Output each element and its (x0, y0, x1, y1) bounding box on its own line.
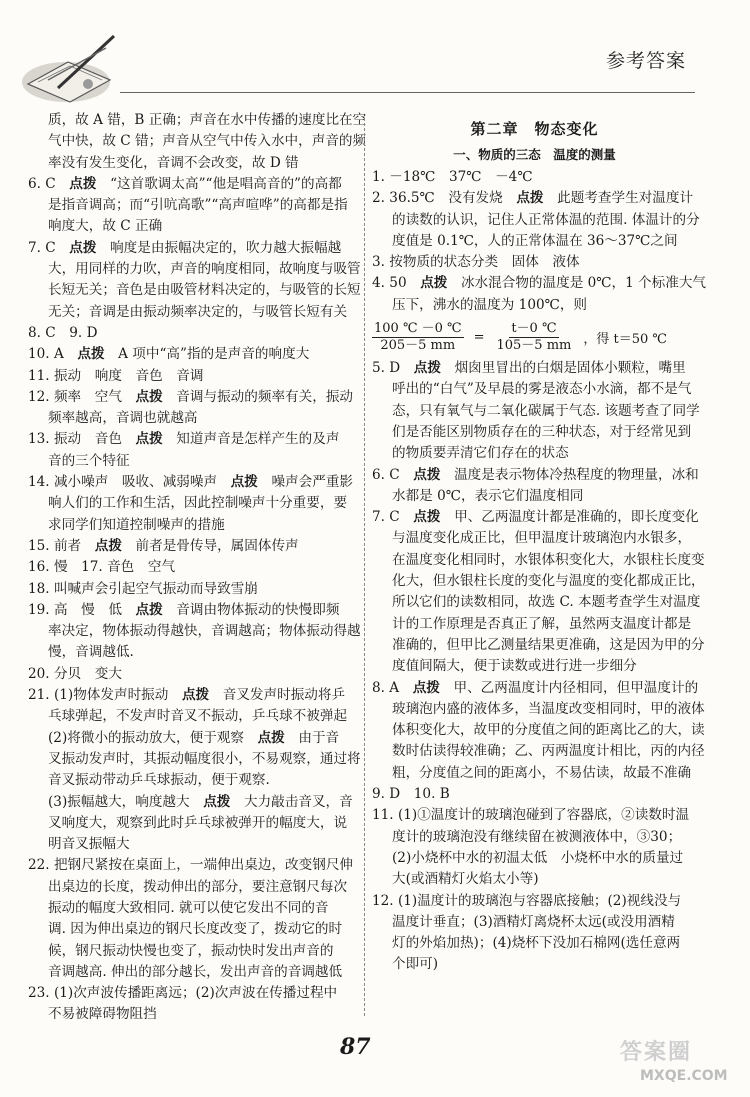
answer-line: 不易被障碍物阻挡 (48, 1006, 157, 1023)
answer-line: 玻璃泡内盛的液体多，当温度改变相同时，甲的液体 (392, 700, 705, 717)
answer-line: 6. C 点拨 “这首歌调太高”“他是唱高音的”的高都 (28, 175, 342, 192)
answer-line: 16. 慢 17. 音色 空气 (28, 559, 176, 576)
answer-line: 叉响度大，观察到此时乒乓球被弹开的幅度大，说 (48, 814, 348, 831)
answer-line: 温度计垂直；(3)酒精灯离烧杯太远(或没用酒精 (392, 913, 675, 930)
answer-line: 的读数的认识，记住人正常体温的范围. 体温计的分 (392, 211, 700, 228)
answer-line: 音的三个特征 (48, 452, 130, 469)
answer-line: 响人们的工作和生活，因此控制噪声十分重要，要 (48, 495, 348, 512)
fraction-left (372, 321, 464, 354)
answer-line: 灯的外焰加热)；(4)烧杯下没加石棉网(选任意两 (392, 935, 681, 952)
answer-line: 7. C 点拨 响度是由振幅决定的，吹力越大振幅越 (28, 239, 342, 256)
fraction-right-denominator: 105－5 mm (496, 337, 572, 353)
column-divider (364, 118, 365, 1016)
section-title: 一、物质的三态 温度的测量 (453, 147, 616, 162)
answer-line: 3. 按物质的状态分类 固体 液体 (372, 254, 580, 271)
answer-line: 体积变化大，故甲的分度值之间的距离比乙的大，读 (392, 722, 705, 739)
answer-line: 求同学们知道控制噪声的措施 (48, 516, 225, 533)
answer-line: (2)小烧杯中水的初温太低 小烧杯中水的质量过 (392, 849, 684, 866)
answer-line: 19. 高 慢 低 点拨 音调由物体振动的快慢即频 (28, 601, 340, 618)
watermark-logo: 答案圈 (620, 1040, 693, 1065)
answer-line: 个即可) (392, 956, 439, 973)
answer-line: 10. A 点拨 A 项中“高”指的是声音的响度大 (28, 346, 310, 363)
answer-line: 调. 因为伸出桌边的钢尺长度改变了，拨动它的时 (48, 921, 343, 938)
answer-line: 20. 分贝 变大 (28, 665, 122, 682)
answer-line: (3)振幅越大，响度越大 点拨 大力敲击音叉，音 (48, 793, 353, 810)
answer-line: 大，用同样的力吹，声音的响度相同，故响度与吸管 (48, 261, 361, 278)
answer-line: 计的工作原理是否真正了解，虽然两支温度计都是 (392, 615, 692, 632)
answer-line: 23. (1)次声波传播距离远；(2)次声波在传播过程中 (28, 985, 338, 1002)
answer-line: 11. 振动 响度 音色 音调 (28, 367, 204, 384)
answer-line: 化大，但水银柱长度的变化与温度的变化都成正比， (392, 573, 705, 590)
answer-line: 9. D 10. B (372, 786, 450, 803)
right-column (372, 110, 707, 976)
answer-line: 5. D 点拨 烟囱里冒出的白烟是固体小颗粒，嘴里 (372, 360, 686, 377)
answer-line: 振动的幅度大致相同. 就可以使它发出不同的音 (48, 899, 329, 916)
answer-line: 14. 减小噪声 吸收、减弱噪声 点拨 噪声会严重影 (28, 474, 354, 491)
answer-line: 数时估读得较准确；乙、丙两温度计相比，丙的内径 (392, 743, 705, 760)
fraction-right-numerator: t－0 ℃ (511, 320, 557, 336)
answer-line: 8. C 9. D (28, 324, 98, 341)
answer-line: 粗，分度值之间的距离小，不易估读，故最不准确 (392, 764, 692, 781)
answer-line: 的物质要弄清它们存在的状态 (392, 445, 569, 462)
answer-line: 候，钢尺振动快慢也变了，振动快时发出声音的 (48, 942, 334, 959)
answer-line: 1. －18℃ 37℃ －4℃ (372, 169, 533, 185)
answer-line: 大(或酒精灯火焰太小等) (392, 871, 539, 888)
answer-line: 6. C 点拨 温度是表示物体冷热程度的物理量，冰和 (372, 466, 699, 483)
left-column (28, 110, 367, 1026)
answer-line: 率没有发生变化，音调不会改变，故 D 错 (48, 154, 299, 171)
answer-line: 音叉振动带动乒乓球振动，便于观察. (48, 772, 270, 789)
answer-line: 出桌边的长度，拨动伸出的部分，要注意钢尺每次 (48, 878, 348, 895)
answer-line: 准确的，但甲比乙测量结果更准确，这是因为甲的分 (392, 636, 705, 653)
answer-line: 水都是 0℃，表示它们温度相同 (392, 487, 584, 504)
answer-line: 2. 36.5℃ 没有发烧 点拨 此题考查学生对温度计 (372, 190, 694, 207)
answer-line: 乓球弹起，不发声时音叉不振动，乒乓球不被弹起 (48, 708, 348, 725)
answer-line: 是指音调高；而“引吭高歌”“高声喧哗”的高都是指 (48, 197, 348, 214)
answer-line: 4. 50 点拨 冰水混合物的温度是 0℃，1 个标准大气 (372, 275, 707, 292)
answer-line: 11. (1)①温度计的玻璃泡碰到了容器底，②读数时温 (372, 807, 690, 824)
answer-line: 叉振动发声时，其振动幅度很小，不易观察，通过将 (48, 750, 361, 767)
header-illustration (18, 22, 128, 110)
fraction-right (494, 321, 573, 354)
answer-line: 与温度变化成正比，但甲温度计玻璃泡内水银多， (392, 530, 692, 547)
answer-line: 12. 频率 空气 点拨 音调与振动的频率有关，振动 (28, 388, 354, 405)
answer-line: 压下，沸水的温度为 100℃，则 (392, 296, 588, 313)
answer-line: 18. 叫喊声会引起空气振动而导致雪崩 (28, 580, 258, 597)
answer-line: 率决定，物体振动得越快，音调越高；物体振动得越 (48, 623, 361, 640)
header-title: 参考答案 (606, 50, 687, 72)
answer-line: 15. 前者 点拨 前者是骨传导，属固体传声 (28, 537, 299, 554)
answer-line: 7. C 点拨 甲、乙两温度计都是准确的，即长度变化 (372, 509, 699, 526)
answer-line: 度值间隔大，便于读数或进行进一步细分 (392, 658, 637, 675)
chapter-title: 第二章 物态变化 (470, 120, 599, 138)
page-number: 87 (340, 1034, 371, 1060)
fraction-result: ，得 t＝50 ℃ (583, 331, 667, 347)
answer-line: 长短无关；音色是由吸管材料决定的，与吸管的长短 (48, 282, 361, 299)
fraction-equation (372, 316, 697, 358)
equals-sign: = (473, 329, 485, 345)
answer-line: 响度大，故 C 正确 (48, 218, 163, 235)
fraction-left-denominator: 205－5 mm (380, 337, 456, 353)
answer-line: 慢，音调越低. (48, 644, 134, 661)
answer-line: 在温度变化相同时，水银体积变化大，水银柱长度变 (392, 551, 705, 568)
answer-line: 音调越高. 伸出的部分越长，发出声音的音调越低 (48, 963, 343, 980)
answers-block-b (372, 358, 705, 976)
fraction-left-numerator: 100 ℃ －0 ℃ (374, 320, 462, 336)
answer-line: 21. (1)物体发声时振动 点拨 音叉发声时振动将乒 (28, 687, 346, 704)
answer-line: 无关；音调是由振动频率决定的，与吸管长短有关 (48, 303, 348, 320)
answer-line: 呼出的“白气”及早晨的雾是液态小水滴，都不是气 (392, 381, 692, 398)
answer-line: (2)将微小的振动放大，便于观察 点拨 由于音 (48, 729, 340, 746)
answer-line: 22. 把钢尺紧按在桌面上，一端伸出桌边，改变钢尺伸 (28, 857, 354, 874)
answers-block-a (372, 167, 707, 316)
header-rule (120, 92, 695, 93)
answer-line: 所以它们的读数相同，故选 C. 本题考查学生对温度 (392, 594, 701, 611)
answer-line: 13. 振动 音色 点拨 知道声音是怎样产生的及声 (28, 431, 340, 448)
answer-line: 态，只有氧气与二氧化碳属于气态. 该题考查了同学 (392, 402, 700, 419)
answer-line: 频率越高，音调也就越高 (48, 410, 198, 427)
answer-line: 明音叉振幅大 (48, 836, 130, 853)
answer-line: 度计的玻璃泡没有继续留在被测液体中，③30； (392, 828, 682, 845)
answer-line: 质，故 A 错，B 正确；声音在水中传播的速度比在空 (48, 112, 367, 128)
answer-line: 8. A 点拨 甲、乙两温度计内径相同，但甲温度计的 (372, 679, 699, 696)
answer-line: 们是否能区别物质存在的三种状态，对于经常见到 (392, 423, 692, 440)
answer-line: 12. (1)温度计的玻璃泡与容器底接触；(2)视线没与 (372, 892, 682, 909)
watermark-site: MXQE.COM (640, 1068, 728, 1084)
answer-line: 气中快，故 C 错；声音从空气中传入水中，声音的频 (48, 133, 367, 150)
answer-line: 度值是 0.1℃，人的正常体温在 36～37℃之间 (392, 232, 678, 249)
